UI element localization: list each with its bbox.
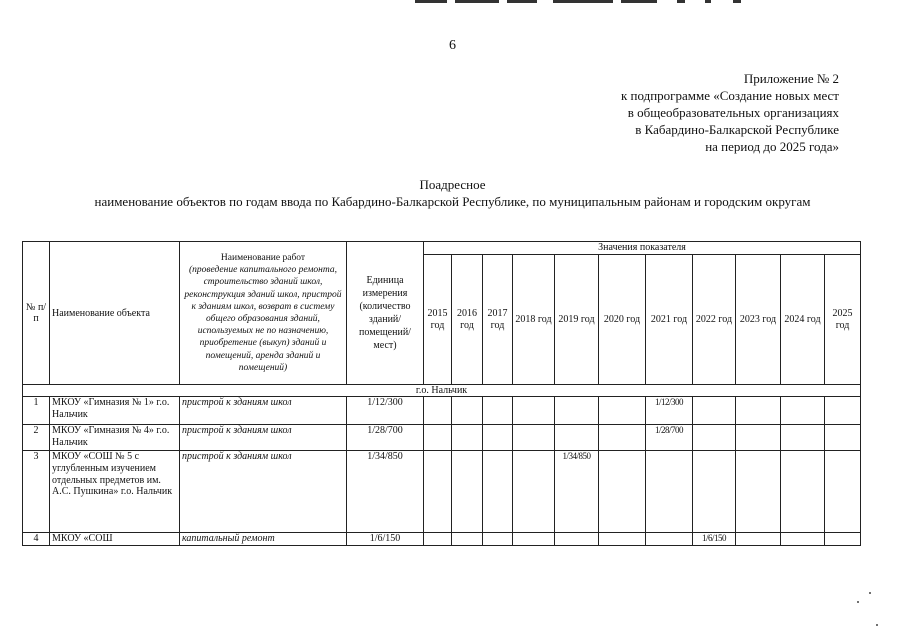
row-value (424, 425, 452, 451)
document-heading (40, 176, 865, 210)
appendix-line: в общеобразовательных организациях (627, 105, 839, 120)
year-header: 2016 год (452, 255, 483, 385)
year-header: 2015 год (424, 255, 452, 385)
row-value (599, 533, 646, 546)
row-unit: 1/6/150 (347, 533, 424, 546)
row-value (483, 451, 513, 533)
section-row (23, 385, 861, 397)
page-number: 6 (449, 38, 456, 53)
scan-speck (869, 592, 871, 594)
row-num: 1 (23, 397, 50, 425)
row-value: 1/28/700 (646, 425, 693, 451)
row-value (452, 451, 483, 533)
row-work: пристрой к зданиям школ (180, 397, 347, 425)
row-value (424, 397, 452, 425)
row-object: МКОУ «СОШ (50, 533, 180, 546)
row-unit: 1/12/300 (347, 397, 424, 425)
year-header: 2017 год (483, 255, 513, 385)
row-value (513, 425, 555, 451)
year-header: 2022 год (693, 255, 736, 385)
row-value: 1/6/150 (693, 533, 736, 546)
table-row (23, 451, 861, 533)
row-unit: 1/28/700 (347, 425, 424, 451)
appendix-line: в Кабардино-Балкарской Республике (635, 122, 839, 137)
scan-speck (857, 601, 859, 603)
row-value (781, 425, 825, 451)
heading-line-1: Поадресное (419, 177, 486, 192)
row-value (693, 451, 736, 533)
row-work: пристрой к зданиям школ (180, 425, 347, 451)
row-value (424, 533, 452, 546)
section-label: г.о. Нальчик (23, 385, 861, 397)
row-value (452, 425, 483, 451)
row-num: 2 (23, 425, 50, 451)
row-value (736, 533, 781, 546)
row-value (452, 397, 483, 425)
row-work: капитальный ремонт (180, 533, 347, 546)
row-value (646, 533, 693, 546)
appendix-line: на период до 2025 года» (705, 139, 839, 154)
row-value: 1/12/300 (646, 397, 693, 425)
header-row (23, 242, 861, 255)
header-unit: Единица измерения (количество зданий/ помещений/ мест) (347, 242, 424, 385)
appendix-line: к подпрограмме «Создание новых мест (620, 88, 839, 103)
year-header: 2025 год (825, 255, 861, 385)
header-work (180, 242, 347, 385)
header-work-desc: (проведение капитального ремонта, строительство зданий школ, реконструкция зданий школ, пристрой к зданиям школ, возврат в систему общего образования зданий, используемых не по назначению, приобретение (выкуп) зданий и помещений, аренда зданий и помещений) (184, 265, 342, 373)
header-num: № п/п (23, 242, 50, 385)
row-value (483, 397, 513, 425)
scan-speck (876, 624, 878, 626)
row-value (825, 425, 861, 451)
row-value (781, 533, 825, 546)
row-value (825, 397, 861, 425)
year-header: 2024 год (781, 255, 825, 385)
row-value (483, 533, 513, 546)
year-header: 2023 год (736, 255, 781, 385)
row-value (424, 451, 452, 533)
row-value (599, 425, 646, 451)
year-header: 2019 год (555, 255, 599, 385)
row-num: 3 (23, 451, 50, 533)
table-row (23, 533, 861, 546)
row-value (736, 451, 781, 533)
row-work: пристрой к зданиям школ (180, 451, 347, 533)
top-edge-artifact (415, 0, 745, 4)
row-value (452, 533, 483, 546)
row-value (693, 397, 736, 425)
table-row (23, 397, 861, 425)
row-object: МКОУ «Гимназия № 4» г.о. Нальчик (50, 425, 180, 451)
row-value (599, 397, 646, 425)
header-object: Наименование объекта (50, 242, 180, 385)
row-value (483, 425, 513, 451)
year-header: 2018 год (513, 255, 555, 385)
row-value (781, 397, 825, 425)
row-num: 4 (23, 533, 50, 546)
table-row (23, 425, 861, 451)
row-value (555, 425, 599, 451)
header-work-title: Наименование работ (220, 252, 306, 263)
row-value (555, 397, 599, 425)
row-value (555, 533, 599, 546)
row-value (781, 451, 825, 533)
row-unit: 1/34/850 (347, 451, 424, 533)
row-value (513, 451, 555, 533)
heading-line-2: наименование объектов по годам ввода по Кабардино-Балкарской Республике, по муниципальным районам и городским округам (94, 194, 811, 209)
appendix-block (621, 70, 839, 155)
objects-table (22, 241, 861, 546)
row-value (825, 451, 861, 533)
row-object: МКОУ «Гимназия № 1» г.о. Нальчик (50, 397, 180, 425)
row-value (646, 451, 693, 533)
header-values: Значения показателя (424, 242, 861, 255)
row-value (513, 533, 555, 546)
appendix-line: Приложение № 2 (743, 71, 839, 86)
row-value (736, 397, 781, 425)
row-value (599, 451, 646, 533)
year-header: 2020 год (599, 255, 646, 385)
year-header: 2021 год (646, 255, 693, 385)
row-value: 1/34/850 (555, 451, 599, 533)
row-value (693, 425, 736, 451)
row-object: МКОУ «СОШ № 5 с углубленным изучением отдельных предметов им. А.С. Пушкина» г.о. Нальчик (50, 451, 180, 533)
row-value (513, 397, 555, 425)
row-value (825, 533, 861, 546)
row-value (736, 425, 781, 451)
